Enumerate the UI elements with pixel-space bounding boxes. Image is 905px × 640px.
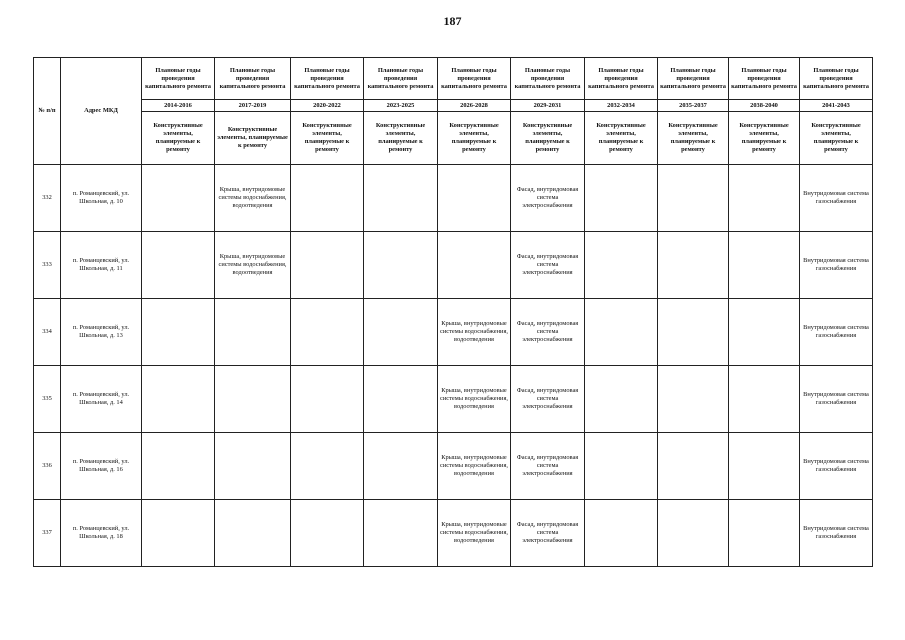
col-num-header: № п/п	[34, 58, 61, 165]
row-address: п. Романцевский, ул. Школьная, д. 18	[61, 500, 142, 567]
table-row	[34, 366, 873, 433]
capital-repair-table	[33, 57, 873, 567]
repair-cell-2014-2016	[142, 366, 215, 433]
repair-cell-2020-2022	[291, 299, 364, 366]
period-years-0: 2014-2016	[142, 100, 215, 112]
row-number: 335	[34, 366, 61, 433]
repair-cell-2038-2040	[729, 433, 800, 500]
repair-cell-2041-2043: Внутридомовая система газоснабжения	[800, 232, 873, 299]
repair-cell-2032-2034	[585, 299, 658, 366]
repair-cell-2014-2016	[142, 232, 215, 299]
repair-cell-2032-2034	[585, 433, 658, 500]
row-number: 333	[34, 232, 61, 299]
repair-cell-2032-2034	[585, 232, 658, 299]
period-header-7: Плановые годы проведения капитального ремонта	[658, 58, 729, 100]
repair-cell-2035-2037	[658, 232, 729, 299]
period-header-0: Плановые годы проведения капитального ремонта	[142, 58, 215, 100]
row-number: 334	[34, 299, 61, 366]
repair-cell-2035-2037	[658, 165, 729, 232]
elements-header-0: Конструктивные элементы, планируемые к ремонту	[142, 112, 215, 165]
period-years-9: 2041-2043	[800, 100, 873, 112]
elements-header-3: Конструктивные элементы, планируемые к ремонту	[364, 112, 438, 165]
elements-header-8: Конструктивные элементы, планируемые к ремонту	[729, 112, 800, 165]
repair-cell-2020-2022	[291, 500, 364, 567]
repair-cell-2026-2028: Крыша, внутридомовые системы водоснабжения, водоотведения	[438, 299, 511, 366]
row-number: 336	[34, 433, 61, 500]
repair-cell-2014-2016	[142, 433, 215, 500]
repair-cell-2029-2031: Фасад, внутридомовая система электроснабжения	[511, 165, 585, 232]
repair-cell-2038-2040	[729, 366, 800, 433]
elements-header-5: Конструктивные элементы, планируемые к ремонту	[511, 112, 585, 165]
repair-cell-2035-2037	[658, 366, 729, 433]
repair-cell-2023-2025	[364, 433, 438, 500]
row-address: п. Романцевский, ул. Школьная, д. 16	[61, 433, 142, 500]
repair-cell-2038-2040	[729, 165, 800, 232]
repair-cell-2026-2028	[438, 165, 511, 232]
repair-cell-2026-2028: Крыша, внутридомовые системы водоснабжения, водоотведения	[438, 500, 511, 567]
repair-cell-2029-2031: Фасад, внутридомовая система электроснабжения	[511, 500, 585, 567]
period-years-4: 2026-2028	[438, 100, 511, 112]
elements-header-4: Конструктивные элементы, планируемые к ремонту	[438, 112, 511, 165]
period-years-8: 2038-2040	[729, 100, 800, 112]
repair-cell-2038-2040	[729, 232, 800, 299]
repair-cell-2041-2043: Внутридомовая система газоснабжения	[800, 299, 873, 366]
col-address-header: Адрес МКД	[61, 58, 142, 165]
repair-cell-2038-2040	[729, 500, 800, 567]
period-header-5: Плановые годы проведения капитального ремонта	[511, 58, 585, 100]
page-number: 187	[443, 14, 462, 28]
repair-cell-2014-2016	[142, 500, 215, 567]
repair-cell-2041-2043: Внутридомовая система газоснабжения	[800, 366, 873, 433]
row-address: п. Романцевский, ул. Школьная, д. 13	[61, 299, 142, 366]
period-header-4: Плановые годы проведения капитального ремонта	[438, 58, 511, 100]
repair-cell-2023-2025	[364, 232, 438, 299]
repair-cell-2020-2022	[291, 165, 364, 232]
elements-header-7: Конструктивные элементы, планируемые к ремонту	[658, 112, 729, 165]
repair-cell-2029-2031: Фасад, внутридомовая система электроснабжения	[511, 299, 585, 366]
repair-cell-2029-2031: Фасад, внутридомовая система электроснабжения	[511, 366, 585, 433]
repair-cell-2017-2019	[215, 500, 291, 567]
row-address: п. Романцевский, ул. Школьная, д. 14	[61, 366, 142, 433]
repair-cell-2029-2031: Фасад, внутридомовая система электроснабжения	[511, 433, 585, 500]
table-row	[34, 299, 873, 366]
repair-cell-2023-2025	[364, 366, 438, 433]
table-row	[34, 500, 873, 567]
period-header-1: Плановые годы проведения капитального ремонта	[215, 58, 291, 100]
table-row	[34, 232, 873, 299]
repair-cell-2023-2025	[364, 165, 438, 232]
repair-cell-2017-2019	[215, 299, 291, 366]
period-years-6: 2032-2034	[585, 100, 658, 112]
period-years-5: 2029-2031	[511, 100, 585, 112]
row-address: п. Романцевский, ул. Школьная, д. 10	[61, 165, 142, 232]
row-number: 337	[34, 500, 61, 567]
repair-cell-2017-2019: Крыша, внутридомовые системы водоснабжения, водоотведения	[215, 165, 291, 232]
repair-cell-2035-2037	[658, 433, 729, 500]
repair-cell-2032-2034	[585, 500, 658, 567]
repair-cell-2035-2037	[658, 299, 729, 366]
repair-cell-2017-2019	[215, 433, 291, 500]
elements-header-9: Конструктивные элементы, планируемые к ремонту	[800, 112, 873, 165]
period-years-3: 2023-2025	[364, 100, 438, 112]
repair-cell-2035-2037	[658, 500, 729, 567]
repair-cell-2026-2028: Крыша, внутридомовые системы водоснабжения, водоотведения	[438, 433, 511, 500]
period-years-2: 2020-2022	[291, 100, 364, 112]
repair-cell-2020-2022	[291, 366, 364, 433]
period-header-6: Плановые годы проведения капитального ремонта	[585, 58, 658, 100]
period-header-2: Плановые годы проведения капитального ремонта	[291, 58, 364, 100]
table-row	[34, 433, 873, 500]
repair-cell-2017-2019: Крыша, внутридомовые системы водоснабжения, водоотведения	[215, 232, 291, 299]
repair-cell-2026-2028	[438, 232, 511, 299]
repair-cell-2032-2034	[585, 165, 658, 232]
repair-cell-2020-2022	[291, 232, 364, 299]
repair-cell-2041-2043: Внутридомовая система газоснабжения	[800, 500, 873, 567]
period-header-8: Плановые годы проведения капитального ремонта	[729, 58, 800, 100]
row-number: 332	[34, 165, 61, 232]
repair-cell-2023-2025	[364, 299, 438, 366]
repair-cell-2023-2025	[364, 500, 438, 567]
repair-cell-2032-2034	[585, 366, 658, 433]
period-header-3: Плановые годы проведения капитального ремонта	[364, 58, 438, 100]
repair-cell-2029-2031: Фасад, внутридомовая система электроснабжения	[511, 232, 585, 299]
elements-header-6: Конструктивные элементы, планируемые к ремонту	[585, 112, 658, 165]
period-years-7: 2035-2037	[658, 100, 729, 112]
elements-header-1: Конструктивные элементы, планируемые к ремонту	[215, 112, 291, 165]
period-header-9: Плановые годы проведения капитального ремонта	[800, 58, 873, 100]
repair-cell-2041-2043: Внутридомовая система газоснабжения	[800, 165, 873, 232]
repair-cell-2017-2019	[215, 366, 291, 433]
table-row	[34, 165, 873, 232]
repair-cell-2014-2016	[142, 165, 215, 232]
repair-cell-2020-2022	[291, 433, 364, 500]
repair-cell-2014-2016	[142, 299, 215, 366]
repair-cell-2041-2043: Внутридомовая система газоснабжения	[800, 433, 873, 500]
elements-header-2: Конструктивные элементы, планируемые к ремонту	[291, 112, 364, 165]
row-address: п. Романцевский, ул. Школьная, д. 11	[61, 232, 142, 299]
period-years-1: 2017-2019	[215, 100, 291, 112]
repair-cell-2038-2040	[729, 299, 800, 366]
repair-cell-2026-2028: Крыша, внутридомовые системы водоснабжения, водоотведения	[438, 366, 511, 433]
